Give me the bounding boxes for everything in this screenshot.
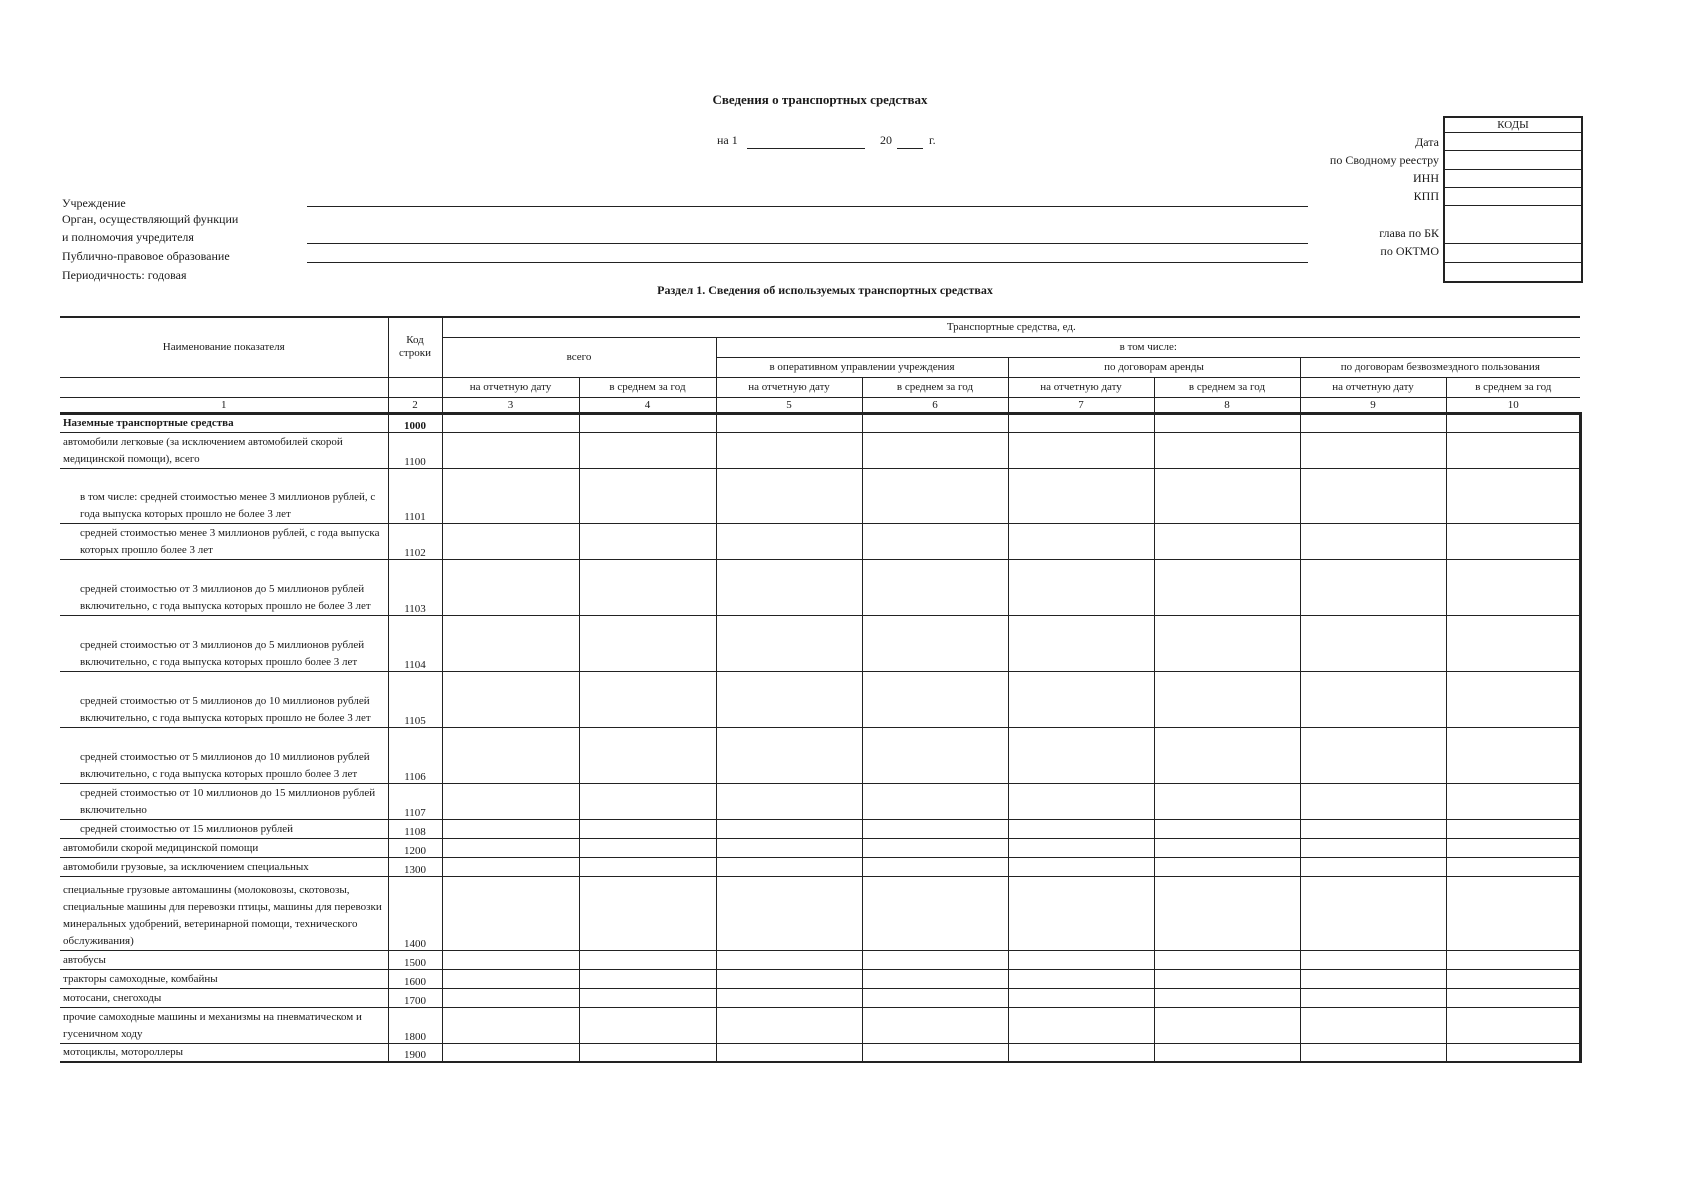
data-cell[interactable] bbox=[1154, 523, 1300, 559]
data-cell[interactable] bbox=[1300, 819, 1446, 838]
data-cell[interactable] bbox=[1300, 559, 1446, 615]
date-suffix: г. bbox=[929, 133, 936, 147]
data-cell[interactable] bbox=[1008, 671, 1154, 727]
table-row bbox=[60, 838, 1580, 857]
data-cell[interactable] bbox=[442, 950, 579, 969]
data-cell[interactable] bbox=[1008, 413, 1154, 432]
data-cell[interactable] bbox=[716, 819, 862, 838]
data-cell[interactable] bbox=[1300, 1007, 1446, 1043]
row-name: средней стоимостью от 15 миллионов рублей bbox=[60, 819, 388, 838]
data-cell[interactable] bbox=[862, 819, 1008, 838]
data-cell[interactable] bbox=[579, 468, 716, 523]
data-cell[interactable] bbox=[1154, 1043, 1300, 1062]
date-year-prefix: 20 bbox=[880, 133, 892, 147]
data-cell[interactable] bbox=[1008, 783, 1154, 819]
data-cell[interactable] bbox=[1300, 876, 1446, 950]
data-cell[interactable] bbox=[862, 413, 1008, 432]
total-header: всего bbox=[442, 337, 716, 377]
data-cell[interactable] bbox=[862, 1043, 1008, 1062]
data-cell[interactable] bbox=[579, 1007, 716, 1043]
data-cell[interactable] bbox=[1446, 876, 1580, 950]
data-cell[interactable] bbox=[1446, 819, 1580, 838]
data-cell[interactable] bbox=[1008, 969, 1154, 988]
data-cell[interactable] bbox=[1300, 857, 1446, 876]
data-cell[interactable] bbox=[862, 950, 1008, 969]
row-code: 1600 bbox=[388, 969, 442, 988]
data-cell[interactable] bbox=[862, 523, 1008, 559]
code-registry-cell[interactable] bbox=[1445, 151, 1581, 170]
data-cell[interactable] bbox=[1008, 727, 1154, 783]
data-cell[interactable] bbox=[1446, 838, 1580, 857]
oktmo-label: по ОКТМО bbox=[1380, 244, 1439, 258]
row-name: прочие самоходные машины и механизмы на пневматическом и гусеничном ходу bbox=[60, 1007, 388, 1043]
code-bk-cell[interactable] bbox=[1445, 206, 1581, 244]
data-cell[interactable] bbox=[1008, 523, 1154, 559]
data-cell[interactable] bbox=[716, 413, 862, 432]
data-cell[interactable] bbox=[1154, 950, 1300, 969]
data-cell[interactable] bbox=[442, 727, 579, 783]
data-cell[interactable] bbox=[442, 523, 579, 559]
col-code-header-spacer bbox=[388, 377, 442, 397]
data-cell[interactable] bbox=[1154, 615, 1300, 671]
data-cell[interactable] bbox=[862, 468, 1008, 523]
data-cell[interactable] bbox=[442, 468, 579, 523]
data-cell[interactable] bbox=[1446, 615, 1580, 671]
data-cell[interactable] bbox=[1300, 838, 1446, 857]
institution-field[interactable] bbox=[307, 206, 1308, 207]
table-row bbox=[60, 876, 1580, 950]
data-cell[interactable] bbox=[1300, 615, 1446, 671]
data-cell[interactable] bbox=[1154, 988, 1300, 1007]
data-cell[interactable] bbox=[1300, 988, 1446, 1007]
row-name: средней стоимостью от 3 миллионов до 5 миллионов рублей включительно, с года выпуска которых прошло более 3 лет bbox=[60, 615, 388, 671]
data-cell[interactable] bbox=[1008, 819, 1154, 838]
data-cell[interactable] bbox=[579, 671, 716, 727]
data-cell[interactable] bbox=[1300, 432, 1446, 468]
row-code: 1101 bbox=[388, 468, 442, 523]
free-use-header: по договорам безвозмездного пользования bbox=[1300, 357, 1580, 377]
data-cell[interactable] bbox=[716, 838, 862, 857]
data-cell[interactable] bbox=[442, 1007, 579, 1043]
lease-avg-year-header: в среднем за год bbox=[1154, 377, 1300, 397]
data-cell[interactable] bbox=[1008, 468, 1154, 523]
row-name: специальные грузовые автомашины (молоковозы, скотовозы, специальные машины для перевозки птицы, машины для перевозки минеральных удобрений, ветеринарной помощи, технического обслуживания) bbox=[60, 876, 388, 950]
col-number-6: 6 bbox=[862, 397, 1008, 413]
data-cell[interactable] bbox=[1446, 559, 1580, 615]
data-cell[interactable] bbox=[1008, 559, 1154, 615]
data-cell[interactable] bbox=[1154, 468, 1300, 523]
data-cell[interactable] bbox=[1446, 727, 1580, 783]
date-prefix: на 1 bbox=[717, 133, 738, 147]
data-cell[interactable] bbox=[1154, 969, 1300, 988]
data-cell[interactable] bbox=[1154, 819, 1300, 838]
data-cell[interactable] bbox=[1446, 1043, 1580, 1062]
data-cell[interactable] bbox=[1154, 857, 1300, 876]
data-cell[interactable] bbox=[716, 1007, 862, 1043]
data-cell[interactable] bbox=[716, 671, 862, 727]
data-cell[interactable] bbox=[716, 857, 862, 876]
row-code: 1900 bbox=[388, 1043, 442, 1062]
data-cell[interactable] bbox=[442, 671, 579, 727]
free-use-avg-year-header: в среднем за год bbox=[1446, 377, 1580, 397]
data-cell[interactable] bbox=[579, 988, 716, 1007]
code-kpp-cell[interactable] bbox=[1445, 188, 1581, 206]
date-year-field[interactable] bbox=[897, 148, 923, 149]
row-code: 1300 bbox=[388, 857, 442, 876]
data-cell[interactable] bbox=[579, 857, 716, 876]
data-cell[interactable] bbox=[579, 615, 716, 671]
table-row bbox=[60, 727, 1580, 783]
data-cell[interactable] bbox=[1446, 950, 1580, 969]
transport-header: Транспортные средства, ед. bbox=[442, 317, 1580, 337]
table-body bbox=[60, 413, 1580, 1062]
data-cell[interactable] bbox=[1300, 671, 1446, 727]
data-cell[interactable] bbox=[579, 1043, 716, 1062]
code-extra-cell[interactable] bbox=[1445, 263, 1581, 281]
data-cell[interactable] bbox=[442, 432, 579, 468]
inn-label: ИНН bbox=[1413, 171, 1439, 185]
data-cell[interactable] bbox=[1446, 857, 1580, 876]
col-name-header: Наименование показателя bbox=[60, 317, 388, 377]
data-cell[interactable] bbox=[442, 857, 579, 876]
table-row bbox=[60, 857, 1580, 876]
row-name: средней стоимостью менее 3 миллионов рублей, с года выпуска которых прошло более 3 лет bbox=[60, 523, 388, 559]
table-row bbox=[60, 783, 1580, 819]
data-cell[interactable] bbox=[1446, 1007, 1580, 1043]
data-cell[interactable] bbox=[1300, 468, 1446, 523]
data-cell[interactable] bbox=[1154, 783, 1300, 819]
data-cell[interactable] bbox=[862, 988, 1008, 1007]
data-cell[interactable] bbox=[579, 432, 716, 468]
col-number-9: 9 bbox=[1300, 397, 1446, 413]
table-row bbox=[60, 819, 1580, 838]
data-cell[interactable] bbox=[716, 559, 862, 615]
data-cell[interactable] bbox=[1154, 671, 1300, 727]
data-cell[interactable] bbox=[442, 838, 579, 857]
row-name: средней стоимостью от 5 миллионов до 10 миллионов рублей включительно, с года выпуска которых прошло более 3 лет bbox=[60, 727, 388, 783]
col-code-header: Код строки bbox=[388, 317, 442, 377]
total-reporting-date-header: на отчетную дату bbox=[442, 377, 579, 397]
table-row bbox=[60, 615, 1580, 671]
col-number-5: 5 bbox=[716, 397, 862, 413]
table-row bbox=[60, 413, 1580, 432]
data-cell[interactable] bbox=[579, 783, 716, 819]
col-number-8: 8 bbox=[1154, 397, 1300, 413]
data-cell[interactable] bbox=[716, 783, 862, 819]
data-cell[interactable] bbox=[1300, 727, 1446, 783]
table-row bbox=[60, 671, 1580, 727]
col-number-10: 10 bbox=[1446, 397, 1580, 413]
data-cell[interactable] bbox=[579, 559, 716, 615]
data-cell[interactable] bbox=[1154, 876, 1300, 950]
table-row bbox=[60, 559, 1580, 615]
data-cell[interactable] bbox=[1446, 671, 1580, 727]
data-cell[interactable] bbox=[1300, 950, 1446, 969]
data-cell[interactable] bbox=[1300, 1043, 1446, 1062]
col-number-4: 4 bbox=[579, 397, 716, 413]
section-title: Раздел 1. Сведения об используемых транспортных средствах bbox=[657, 283, 993, 297]
total-avg-year-header: в среднем за год bbox=[579, 377, 716, 397]
data-cell[interactable] bbox=[1446, 432, 1580, 468]
row-code: 1103 bbox=[388, 559, 442, 615]
data-cell[interactable] bbox=[716, 969, 862, 988]
data-cell[interactable] bbox=[1446, 988, 1580, 1007]
data-cell[interactable] bbox=[579, 523, 716, 559]
row-code: 1100 bbox=[388, 432, 442, 468]
data-cell[interactable] bbox=[716, 1043, 862, 1062]
col-name-header-spacer bbox=[60, 377, 388, 397]
data-cell[interactable] bbox=[862, 727, 1008, 783]
data-cell[interactable] bbox=[1154, 1007, 1300, 1043]
row-code: 1104 bbox=[388, 615, 442, 671]
registry-code-label: по Сводному реестру bbox=[1329, 153, 1439, 167]
row-name: мотосани, снегоходы bbox=[60, 988, 388, 1007]
row-code: 1700 bbox=[388, 988, 442, 1007]
data-cell[interactable] bbox=[862, 876, 1008, 950]
data-cell[interactable] bbox=[1446, 468, 1580, 523]
codes-box bbox=[1443, 116, 1583, 283]
data-cell[interactable] bbox=[716, 432, 862, 468]
table-row bbox=[60, 468, 1580, 523]
operational-avg-year-header: в среднем за год bbox=[862, 377, 1008, 397]
col-number-1: 1 bbox=[60, 397, 388, 413]
data-cell[interactable] bbox=[862, 559, 1008, 615]
data-cell[interactable] bbox=[442, 615, 579, 671]
founder-label-line1: Орган, осуществляющий функции bbox=[62, 212, 239, 226]
data-cell[interactable] bbox=[442, 819, 579, 838]
data-cell[interactable] bbox=[1300, 413, 1446, 432]
row-code: 1800 bbox=[388, 1007, 442, 1043]
data-cell[interactable] bbox=[862, 615, 1008, 671]
form-title: Сведения о транспортных средствах bbox=[712, 92, 928, 107]
data-cell[interactable] bbox=[716, 727, 862, 783]
codes-header: КОДЫ bbox=[1445, 118, 1581, 133]
public-entity-label: Публично-правовое образование bbox=[62, 249, 230, 263]
col-number-2: 2 bbox=[388, 397, 442, 413]
row-name: автомобили легковые (за исключением автомобилей скорой медицинской помощи), всего bbox=[60, 432, 388, 468]
bk-chapter-label: глава по БК bbox=[1379, 226, 1439, 240]
lease-header: по договорам аренды bbox=[1008, 357, 1300, 377]
including-header: в том числе: bbox=[716, 337, 1580, 357]
kpp-label: КПП bbox=[1413, 189, 1439, 203]
row-code: 1400 bbox=[388, 876, 442, 950]
data-cell[interactable] bbox=[442, 969, 579, 988]
table-row bbox=[60, 969, 1580, 988]
row-code: 1106 bbox=[388, 727, 442, 783]
institution-label: Учреждение bbox=[62, 196, 126, 210]
data-cell[interactable] bbox=[442, 988, 579, 1007]
col-number-3: 3 bbox=[442, 397, 579, 413]
row-name: автомобили скорой медицинской помощи bbox=[60, 838, 388, 857]
data-cell[interactable] bbox=[862, 783, 1008, 819]
row-name: в том числе: средней стоимостью менее 3 миллионов рублей, с года выпуска которых прошло не более 3 лет bbox=[60, 468, 388, 523]
row-code: 1000 bbox=[388, 413, 442, 432]
operational-reporting-date-header: на отчетную дату bbox=[716, 377, 862, 397]
data-cell[interactable] bbox=[716, 876, 862, 950]
row-name: автомобили грузовые, за исключением специальных bbox=[60, 857, 388, 876]
data-cell[interactable] bbox=[442, 783, 579, 819]
lease-reporting-date-header: на отчетную дату bbox=[1008, 377, 1154, 397]
data-cell[interactable] bbox=[579, 819, 716, 838]
table-row bbox=[60, 432, 1580, 468]
operational-management-header: в оперативном управлении учреждения bbox=[716, 357, 1008, 377]
data-cell[interactable] bbox=[862, 857, 1008, 876]
data-cell[interactable] bbox=[1446, 969, 1580, 988]
data-cell[interactable] bbox=[442, 559, 579, 615]
row-name: средней стоимостью от 3 миллионов до 5 миллионов рублей включительно, с года выпуска которых прошло не более 3 лет bbox=[60, 559, 388, 615]
data-cell[interactable] bbox=[1154, 413, 1300, 432]
data-cell[interactable] bbox=[579, 838, 716, 857]
date-day-month-field[interactable] bbox=[747, 148, 865, 149]
data-cell[interactable] bbox=[1154, 727, 1300, 783]
periodicity-label: Периодичность: годовая bbox=[62, 268, 187, 282]
data-cell[interactable] bbox=[1300, 783, 1446, 819]
code-inn-cell[interactable] bbox=[1445, 170, 1581, 188]
row-name: автобусы bbox=[60, 950, 388, 969]
free-use-reporting-date-header: на отчетную дату bbox=[1300, 377, 1446, 397]
row-code: 1107 bbox=[388, 783, 442, 819]
table-row bbox=[60, 523, 1580, 559]
data-cell[interactable] bbox=[1446, 413, 1580, 432]
data-cell[interactable] bbox=[716, 523, 862, 559]
table-row bbox=[60, 988, 1580, 1007]
row-code: 1102 bbox=[388, 523, 442, 559]
transport-table bbox=[60, 316, 1582, 1063]
data-cell[interactable] bbox=[1008, 857, 1154, 876]
row-name: Наземные транспортные средства bbox=[60, 413, 388, 432]
date-code-label: Дата bbox=[1415, 135, 1439, 149]
data-cell[interactable] bbox=[579, 876, 716, 950]
code-oktmo-cell[interactable] bbox=[1445, 244, 1581, 263]
data-cell[interactable] bbox=[1008, 838, 1154, 857]
row-code: 1200 bbox=[388, 838, 442, 857]
data-cell[interactable] bbox=[1008, 432, 1154, 468]
row-code: 1500 bbox=[388, 950, 442, 969]
founder-field[interactable] bbox=[307, 243, 1308, 244]
data-cell[interactable] bbox=[1008, 950, 1154, 969]
data-cell[interactable] bbox=[716, 615, 862, 671]
col-number-7: 7 bbox=[1008, 397, 1154, 413]
table-row bbox=[60, 1007, 1580, 1043]
row-name: тракторы самоходные, комбайны bbox=[60, 969, 388, 988]
public-entity-field[interactable] bbox=[307, 262, 1308, 263]
data-cell[interactable] bbox=[862, 1007, 1008, 1043]
row-name: средней стоимостью от 10 миллионов до 15 миллионов рублей включительно bbox=[60, 783, 388, 819]
data-cell[interactable] bbox=[716, 988, 862, 1007]
data-cell[interactable] bbox=[1154, 838, 1300, 857]
data-cell[interactable] bbox=[1008, 1043, 1154, 1062]
data-cell[interactable] bbox=[1008, 988, 1154, 1007]
data-cell[interactable] bbox=[862, 432, 1008, 468]
table-row bbox=[60, 1043, 1580, 1062]
data-cell[interactable] bbox=[716, 950, 862, 969]
data-cell[interactable] bbox=[579, 950, 716, 969]
code-date-cell[interactable] bbox=[1445, 133, 1581, 151]
data-cell[interactable] bbox=[1154, 432, 1300, 468]
data-cell[interactable] bbox=[1008, 1007, 1154, 1043]
data-cell[interactable] bbox=[579, 413, 716, 432]
data-cell[interactable] bbox=[1154, 559, 1300, 615]
data-cell[interactable] bbox=[1300, 523, 1446, 559]
data-cell[interactable] bbox=[716, 468, 862, 523]
data-cell[interactable] bbox=[442, 876, 579, 950]
row-code: 1105 bbox=[388, 671, 442, 727]
data-cell[interactable] bbox=[579, 969, 716, 988]
row-code: 1108 bbox=[388, 819, 442, 838]
data-cell[interactable] bbox=[442, 1043, 579, 1062]
row-name: мотоциклы, мотороллеры bbox=[60, 1043, 388, 1062]
data-cell[interactable] bbox=[1008, 615, 1154, 671]
founder-label-line2: и полномочия учредителя bbox=[62, 230, 194, 244]
row-name: средней стоимостью от 5 миллионов до 10 миллионов рублей включительно, с года выпуска которых прошло не более 3 лет bbox=[60, 671, 388, 727]
data-cell[interactable] bbox=[579, 727, 716, 783]
data-cell[interactable] bbox=[862, 969, 1008, 988]
data-cell[interactable] bbox=[1446, 783, 1580, 819]
data-cell[interactable] bbox=[1446, 523, 1580, 559]
data-cell[interactable] bbox=[1300, 969, 1446, 988]
data-cell[interactable] bbox=[442, 413, 579, 432]
data-cell[interactable] bbox=[862, 838, 1008, 857]
table-row bbox=[60, 950, 1580, 969]
data-cell[interactable] bbox=[1008, 876, 1154, 950]
data-cell[interactable] bbox=[862, 671, 1008, 727]
